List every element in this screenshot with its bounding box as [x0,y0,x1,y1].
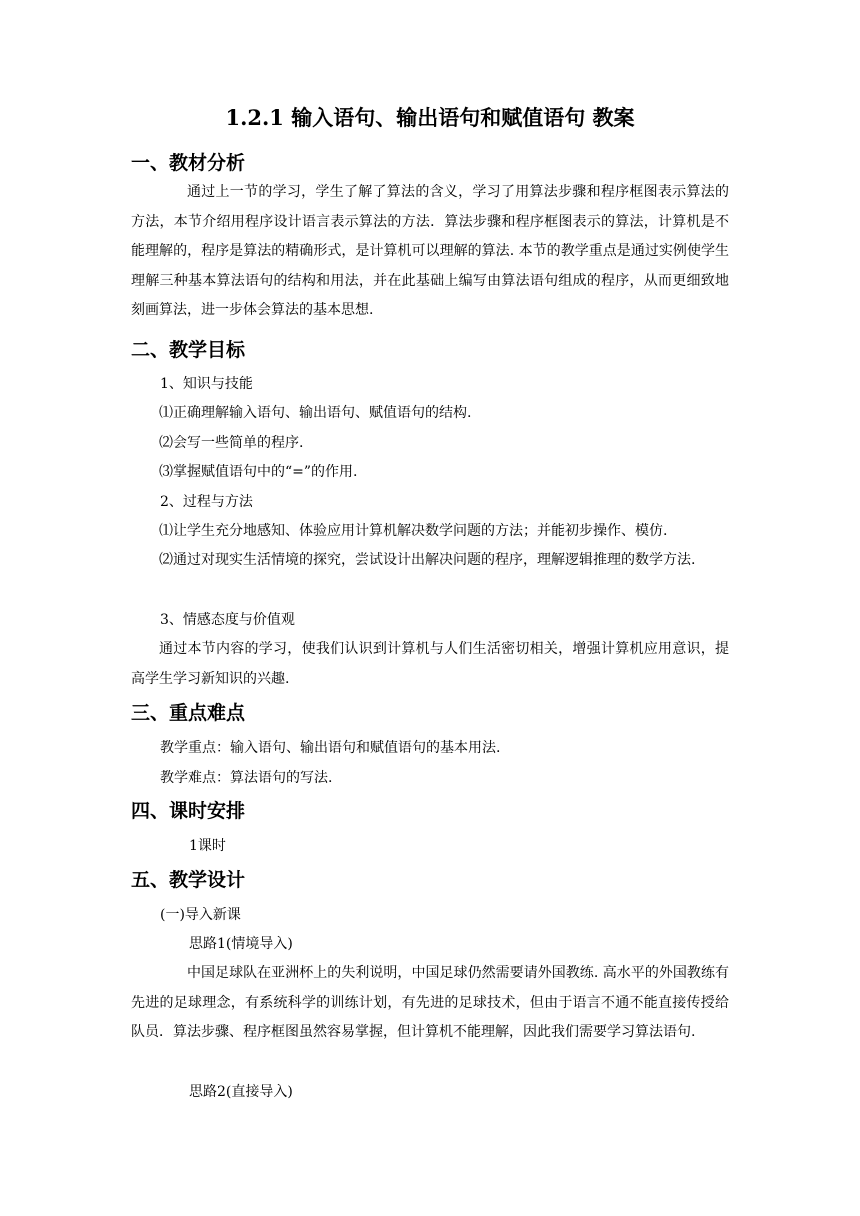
paragraph-textbook-analysis: 通过上一节的学习，学生了解了算法的含义，学习了用算法步骤和程序框图表示算法的方法，本节介绍用程序设计语言表示算法的方法．算法步骤和程序框图表示的算法，计算机是不能理解的，程序是算法的精确形式，是计算机可以理解的算法. 本节的教学重点是通过实例使学生理解三种基本算法语句的结构和用法，并在此基础上编写由算法语句组成的程序，从而更细致地刻画算法，进一步体会算法的基本思想. [131,184,729,318]
section-heading-teaching-goals: 二、教学目标 [131,339,246,361]
goal-knowledge-skills: 1、知识与技能 [160,376,253,392]
design-subheading: (一)导入新课 [160,907,241,923]
goal-process-methods: 2、过程与方法 [160,494,253,510]
schedule-line: 1课时 [189,838,226,854]
design-approach-1-paragraph: 中国足球队在亚洲杯上的失利说明，中国足球仍然需要请外国教练. 高水平的外国教练有先进的足球理念，有系统科学的训练计划，有先进的足球技术，但由于语言不通不能直接传授给队员．算法步骤、程序框图虽然容易掌握，但计算机不能理解，因此我们需要学习算法语句. [131,965,729,1040]
key-point-line: 教学重点：输入语句、输出语句和赋值语句的基本用法. [160,740,501,756]
design-approach-1: 思路1(情境导入) [189,936,293,952]
goal-item: ⑴正确理解输入语句、输出语句、赋值语句的结构. [159,405,472,421]
section-heading-schedule: 四、课时安排 [131,800,246,822]
section-heading-teaching-design: 五、教学设计 [131,869,246,891]
difficult-point-line: 教学难点：算法语句的写法. [160,770,333,786]
document-title: 1.2.1 输入语句、输出语句和赋值语句 教案 [225,105,635,130]
goal-item: ⑶掌握赋值语句中的“=”的作用. [159,464,358,480]
design-approach-2: 思路2(直接导入) [189,1084,293,1100]
goal-item-paragraph: ⑵通过对现实生活情境的探究，尝试设计出解决问题的程序，理解逻辑推理的数学方法. [159,552,696,568]
goal-item: ⑴让学生充分地感知、体验应用计算机解决数学问题的方法；并能初步操作、模仿. [159,523,668,539]
goal-item: ⑵会写一些简单的程序. [159,435,304,451]
goal-attitudes-values: 3、情感态度与价值观 [160,612,295,628]
goal-attitudes-paragraph: 通过本节内容的学习，使我们认识到计算机与人们生活密切相关，增强计算机应用意识，提高学生学习新知识的兴趣. [131,641,729,687]
section-heading-key-points: 三、重点难点 [131,702,246,724]
section-heading-textbook-analysis: 一、教材分析 [131,152,246,174]
